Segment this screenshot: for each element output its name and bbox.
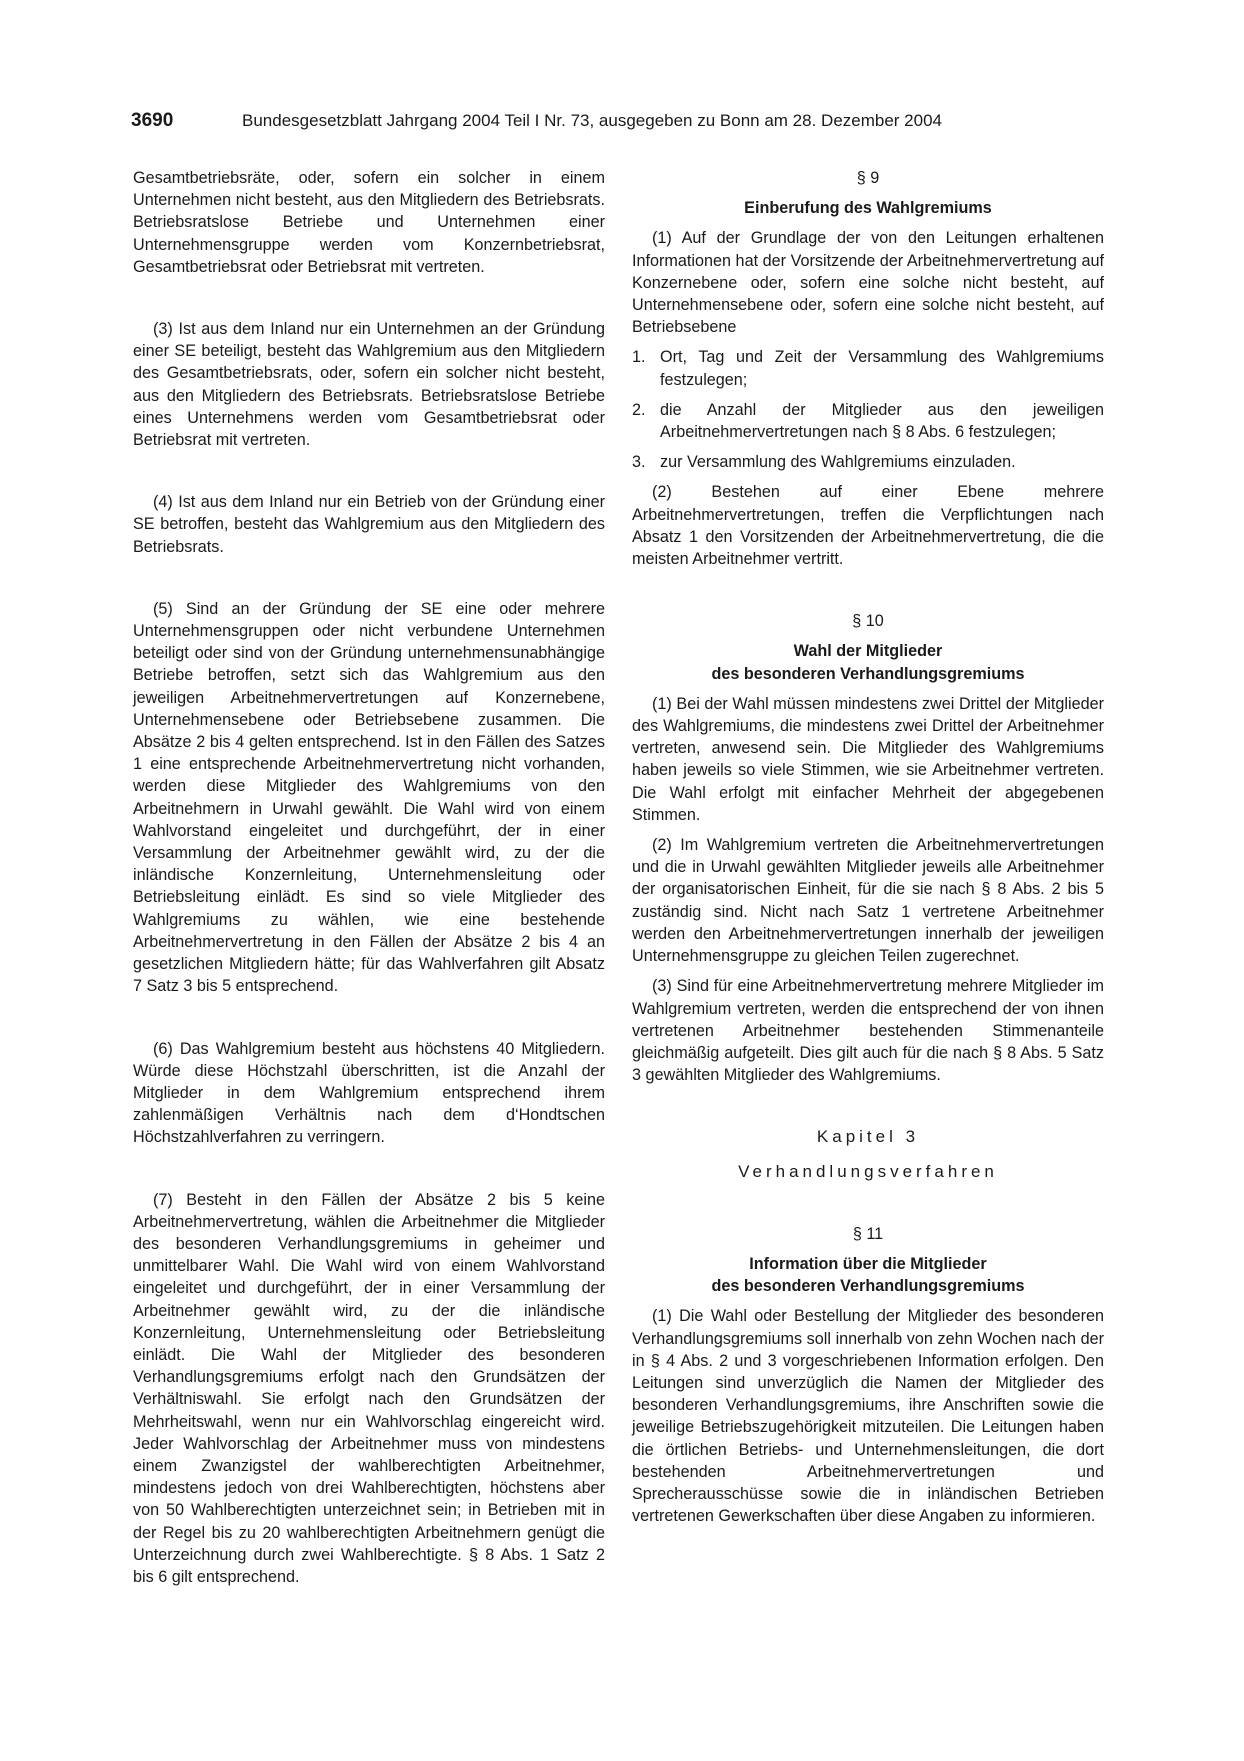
section-10-number: § 10 bbox=[852, 612, 884, 631]
paragraph-7: (7) Besteht in den Fällen der Absätze 2 bis 5 keine Arbeitnehmervertretung, wählen die Arbeitnehmer die Mitglieder des besonderen Verhandlungsgremiums in geheimer und unmittelbarer Wahl. Die Wahl wird von einem Wahlvorstand eingeleitet und durchgeführt, der in einer Versammlung der Arbeitnehmer gewählt wird, zu der die inländische Konzernleitung, Unternehmensleitung oder Betriebsleitung einlädt. Die Wahl der Mitglieder des besonderen Verhandlungsgremiums erfolgt nach den Grundsätzen der Verhältniswahl. Sie erfolgt nach den Grundsätzen der Mehrheitswahl, wenn nur ein Wahlvorschlag eingereicht wird. Jeder Wahlvorschlag der Arbeitnehmer muss von mindestens einem Zwanzigstel der wahlberechtigten Arbeitnehmer, mindestens jedoch von drei Wahlberechtigten, höchstens aber von 50 Wahlberechtigten unterzeichnet sein; in Betrieben mit in der Regel bis zu 20 wahlberechtigten Arbeitnehmern genügt die Unterzeichnung durch zwei Wahlberechtigte. § 8 Abs. 1 Satz 2 bis 6 gilt entsprechend. bbox=[133, 1190, 605, 1586]
section-9-number: § 9 bbox=[856, 169, 880, 187]
list-item: 1. Ort, Tag und Zeit der Versammlung des Wahlgremiums festzulegen; bbox=[632, 348, 1104, 389]
section-9-paragraph-2: (2) Bestehen auf einer Ebene mehrere Arbeitnehmervertretungen, treffen die Verpflichtungen nach Absatz 1 den Vorsitzenden der Arbeitnehmervertretung, die die meisten Arbeitnehmer vertritt. bbox=[632, 483, 1104, 569]
section-10-title-line-2: des besonderen Verhandlungsgremiums bbox=[711, 664, 1025, 683]
list-item: 2. die Anzahl der Mitglieder aus den jeweiligen Arbeitnehmervertretungen nach § 8 Abs. 6 festzulegen; bbox=[632, 400, 1104, 442]
section-10-paragraph-1: (1) Bei der Wahl müssen mindestens zwei Drittel der Mitglieder des Wahlgremiums, die mindestens zwei Drittel der Arbeitnehmer vertreten, anwesend sein. Die Mitglieder des Wahlgremiums haben jeweils so viele Stimmen, wie sie Arbeitnehmer vertreten. Die Wahl erfolgt mit einfacher Mehrheit der abgegebenen Stimmen. bbox=[632, 694, 1104, 824]
list-item: 3. zur Versammlung des Wahlgremiums einzuladen. bbox=[632, 453, 1016, 472]
chapter-title: Verhandlungsverfahren bbox=[738, 1161, 998, 1181]
section-10-title-line-1: Wahl der Mitglieder bbox=[793, 642, 943, 661]
paragraph-3: (3) Ist aus dem Inland nur ein Unternehmen an der Gründung einer SE beteiligt, besteht das Wahlgremium aus den Mitgliedern des Gesamtbetriebsrats, oder, sofern ein solcher nicht besteht, aus den Mitgliedern des Betriebsrats. Betriebsratslose Betriebe eines Unternehmens werden vom Gesamtbetriebsrat oder Betriebsrat mit vertreten. bbox=[133, 320, 605, 450]
section-10-paragraph-2: (2) Im Wahlgremium vertreten die Arbeitnehmervertretungen und die in Urwahl gewählten Mitglieder jeweils alle Arbeitnehmer der organisatorischen Einheit, für die sie nach § 8 Abs. 2 bis 5 zuständig sind. Nicht nach Satz 1 vertretene Arbeitnehmer werden den Arbeitnehmervertretungen innerhalb der jeweiligen Unternehmensgruppe zu gleichen Teilen zugerechnet. bbox=[632, 836, 1104, 966]
paragraph-6: (6) Das Wahlgremium besteht aus höchstens 40 Mitgliedern. Würde diese Höchstzahl überschritten, ist die Anzahl der Mitglieder in dem Wahlgremium entsprechend ihrem zahlenmäßigen Verhältnis nach dem d‘Hondtschen Höchstzahlverfahren zu verringern. bbox=[133, 1039, 605, 1147]
section-10-paragraph-3: (3) Sind für eine Arbeitnehmervertretung mehrere Mitglieder im Wahlgremium vertreten, werden die entsprechend der von ihnen vertretenen Arbeitnehmer bestehenden Stimmenanteile gleichmäßig aufgeteilt. Dies gilt auch für die nach § 8 Abs. 5 Satz 3 gewählten Mitglieder des Wahlgremiums. bbox=[632, 977, 1104, 1085]
left-column bbox=[133, 167, 605, 1588]
section-11-title-line-2: des besonderen Verhandlungsgremiums bbox=[711, 1277, 1025, 1296]
running-header: Bundesgesetzblatt Jahrgang 2004 Teil I Nr. 73, ausgegeben zu Bonn am 28. Dezember 2004 bbox=[242, 111, 942, 130]
chapter-label: Kapitel 3 bbox=[816, 1127, 920, 1147]
section-9-paragraph-1: (1) Auf der Grundlage der von den Leitungen erhaltenen Informationen hat der Vorsitzende der Arbeitnehmervertretung auf Konzernebene oder, sofern eine solche nicht besteht, auf Unternehmensebene oder, sofern eine solche nicht besteht, auf Betriebsebene bbox=[632, 229, 1104, 337]
paragraph-5: (5) Sind an der Gründung der SE eine oder mehrere Unternehmensgruppen oder nicht verbundene Unternehmen beteiligt oder sind von der Gründung unternehmensunabhängige Betriebe betroffen, setzt sich das Wahlgremium aus den jeweiligen Arbeitnehmervertretungen auf Konzernebene, Unternehmensebene oder Betriebsebene zusammen. Die Absätze 2 bis 4 gelten entsprechend. Ist in den Fällen des Satzes 1 eine entsprechende Arbeitnehmervertretung nicht vorhanden, werden diese Mitglieder des Wahlgremiums von den Arbeitnehmern in Urwahl gewählt. Die Wahl wird von einem Wahlvorstand eingeleitet und durchgeführt, der in einer Versammlung der Arbeitnehmer gewählt wird, zu der die inländische Konzernleitung, Unternehmensleitung oder Betriebsleitung einlädt. Es sind so viele Mitglieder des Wahlgremiums zu wählen, wie eine bestehende Arbeitnehmervertretung in den Fällen der Absätze 2 bis 4 an gesetzlichen Mitgliedern hätte; für das Wahlverfahren gilt Absatz 7 Satz 3 bis 5 entsprechend. bbox=[133, 599, 605, 996]
section-9-title: Einberufung des Wahlgremiums bbox=[744, 199, 992, 218]
right-column bbox=[632, 167, 1104, 1527]
section-11-paragraph-1: (1) Die Wahl oder Bestellung der Mitglieder des besonderen Verhandlungsgremiums soll innerhalb von zehn Wochen nach der in § 4 Abs. 2 und 3 vorgeschriebenen Information erfolgen. Den Leitungen sind unverzüglich die Namen der Mitglieder des besonderen Verhandlungsgremiums, ihre Anschriften sowie die jeweilige Betriebszugehörigkeit mitzuteilen. Die Leitungen haben die örtlichen Betriebs- und Unternehmensleitungen, die dort bestehenden Arbeitnehmervertretungen und Sprecherausschüsse sowie die in inländischen Betrieben vertretenen Gewerkschaften über diese Angaben zu informieren. bbox=[632, 1307, 1104, 1526]
continued-paragraph: Gesamtbetriebsräte, oder, sofern ein solcher in einem Unternehmen nicht besteht, aus den Mitgliedern des Betriebsrats. Betriebsratslose Betriebe und Unternehmen einer Unternehmensgruppe werden vom Konzernbetriebsrat, Gesamtbetriebsrat oder Betriebsrat mit vertreten. bbox=[133, 169, 605, 276]
paragraph-4: (4) Ist aus dem Inland nur ein Betrieb von der Gründung einer SE betroffen, besteht das Wahlgremium aus den Mitgliedern des Betriebsrats. bbox=[133, 493, 605, 556]
section-11-number: § 11 bbox=[852, 1224, 884, 1243]
section-11-title-line-1: Information über die Mitglieder bbox=[749, 1254, 987, 1273]
page-number: 3690 bbox=[131, 110, 174, 131]
